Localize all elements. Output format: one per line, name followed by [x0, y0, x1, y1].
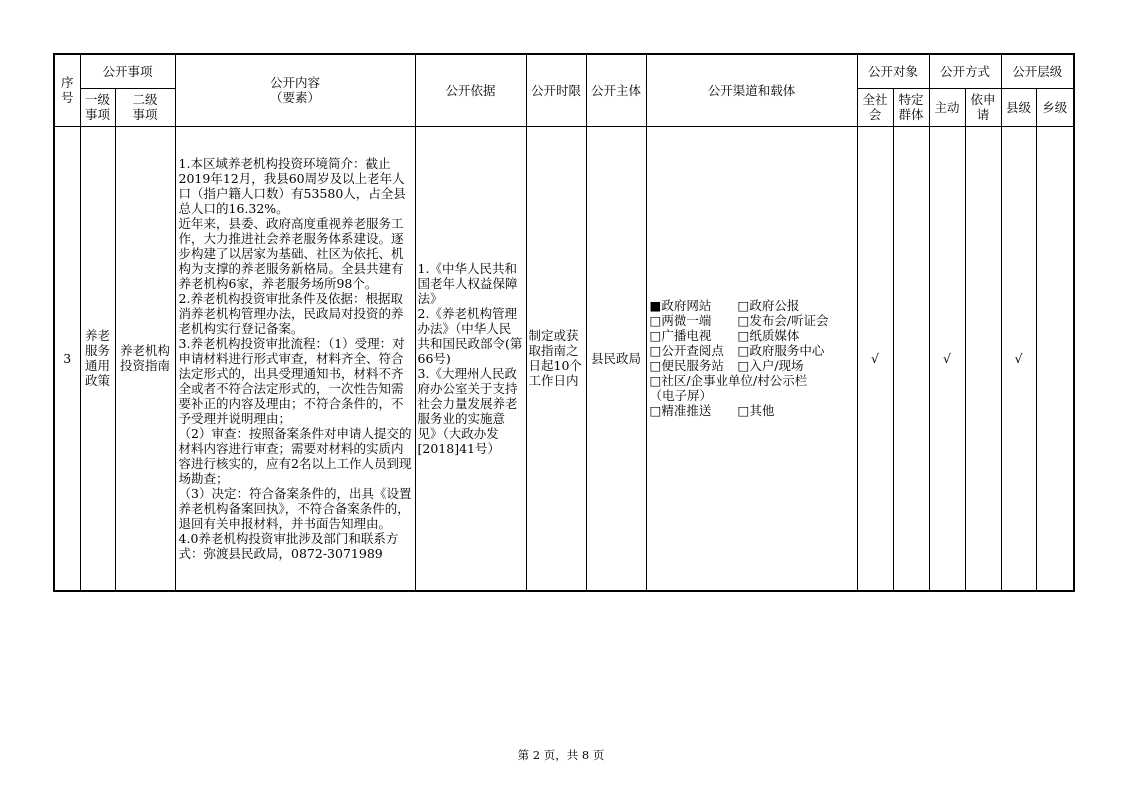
content-para: 近年来，县委、政府高度重视养老服务工作，大力推进社会养老服务体系建设。逐步构建了以居家为基础、社区为依托、机构为支撑的养老服务新格局。全县共建有养老机构6家，养老服务场所98个。	[178, 215, 404, 291]
channel-row	[650, 313, 857, 328]
header-seq: 序 号	[54, 54, 80, 126]
row-seq: 3	[54, 126, 80, 591]
channel-option: □纸质媒体	[737, 328, 800, 344]
basis-item: 2.《养老机构管理办法》（中华人民共和国民政部令(第66号)	[417, 305, 523, 366]
header-content-title: 公开内容	[270, 75, 321, 91]
channel-option: □公开查阅点	[649, 343, 724, 359]
page-number: 第 2 页，共 8 页	[517, 748, 605, 762]
header-method-active: 主动	[929, 88, 965, 126]
row-content	[175, 126, 415, 591]
channel-row	[650, 358, 857, 373]
header-basis: 公开依据	[415, 54, 526, 126]
table-row	[54, 126, 1074, 591]
row-channels	[646, 126, 857, 591]
row-basis	[415, 126, 526, 591]
row-level-township	[1036, 126, 1074, 591]
channel-row	[650, 403, 857, 418]
row-item-l2: 养老机构投资指南	[115, 126, 175, 591]
channel-row	[650, 298, 857, 313]
header-row-1	[54, 54, 1074, 88]
channel-option: □政府公报	[737, 298, 800, 314]
channel-option: □发布会/听证会	[737, 313, 829, 329]
header-target: 公开对象	[857, 54, 929, 88]
channel-option: □社区/企事业单位/村公示栏（电子屏）	[649, 373, 808, 404]
basis-item: 3.《大理州人民政府办公室关于支持社会力量发展养老服务业的实施意见》（大政办发[2018]41号）	[417, 365, 518, 456]
header-time: 公开时限	[526, 54, 586, 126]
content-para: （2）审查：按照备案条件对申请人提交的材料内容进行审查；需要对材料的实质内容进行核实的，应有2名以上工作人员到现场勘查；	[178, 425, 412, 486]
header-item-l1: 一级 事项	[80, 88, 115, 126]
header-level-county: 县级	[1001, 88, 1036, 126]
header-level: 公开层级	[1001, 54, 1074, 88]
content-para: 1.本区域养老机构投资环境简介：截止2019年12月，我县60周岁及以上老年人口（指户籍人口数）有53580人，占全县总人口的16.32%。	[178, 155, 406, 216]
channel-option: ■政府网站	[649, 298, 712, 314]
header-content	[175, 54, 415, 126]
header-target-all: 全社 会	[857, 88, 893, 126]
header-channels: 公开渠道和载体	[646, 54, 857, 126]
header-content-sub: （要素）	[270, 90, 321, 106]
channel-row	[650, 328, 857, 343]
content-para: 2.养老机构投资审批条件及依据：根据取消养老机构管理办法，民政局对投资的养老机构实行登记备案。	[178, 290, 404, 336]
channel-option: □精准推送	[649, 403, 712, 419]
header-method-apply: 依申 请	[965, 88, 1001, 126]
header-level-township: 乡级	[1036, 88, 1074, 126]
header-item: 公开事项	[80, 54, 175, 88]
row-target-specific	[893, 126, 929, 591]
header-method: 公开方式	[929, 54, 1001, 88]
channel-option: □广播电视	[649, 328, 712, 344]
row-level-county: √	[1001, 126, 1036, 591]
channel-option: □入户/现场	[737, 358, 804, 374]
content-para: 3.养老机构投资审批流程：（1）受理：对申请材料进行形式审查，材料齐全、符合法定形式的，出具受理通知书，材料不齐全或者不符合法定形式的，一次性告知需要补正的内容及理由；不符合条件的，不予受理并说明理由；	[178, 335, 405, 426]
row-method-active: √	[929, 126, 965, 591]
header-subject: 公开主体	[586, 54, 646, 126]
channel-option: □政府服务中心	[737, 343, 825, 359]
header-target-specific: 特定 群体	[893, 88, 929, 126]
row-time: 制定或获取指南之日起10个工作日内	[526, 126, 586, 591]
disclosure-table	[53, 53, 1075, 592]
content-para: （3）决定：符合备案条件的，出具《设置养老机构备案回执》，不符合备案条件的，退回有关申报材料，并书面告知理由。	[178, 485, 412, 531]
channel-row	[650, 343, 857, 358]
channel-option: □便民服务站	[649, 358, 724, 374]
row-method-apply	[965, 126, 1001, 591]
row-target-all: √	[857, 126, 893, 591]
channel-row	[650, 373, 830, 403]
basis-item: 1.《中华人民共和国老年人权益保障法》	[417, 260, 518, 306]
channel-option: □两微一端	[649, 313, 712, 329]
content-para: 4.0养老机构投资审批涉及部门和联系方式：弥渡县民政局，0872-3071989	[178, 530, 399, 561]
row-item-l1: 养老服务通用政策	[80, 126, 115, 591]
channel-option: □其他	[737, 403, 775, 419]
header-item-l2: 二级 事项	[115, 88, 175, 126]
row-subject: 县民政局	[586, 126, 646, 591]
